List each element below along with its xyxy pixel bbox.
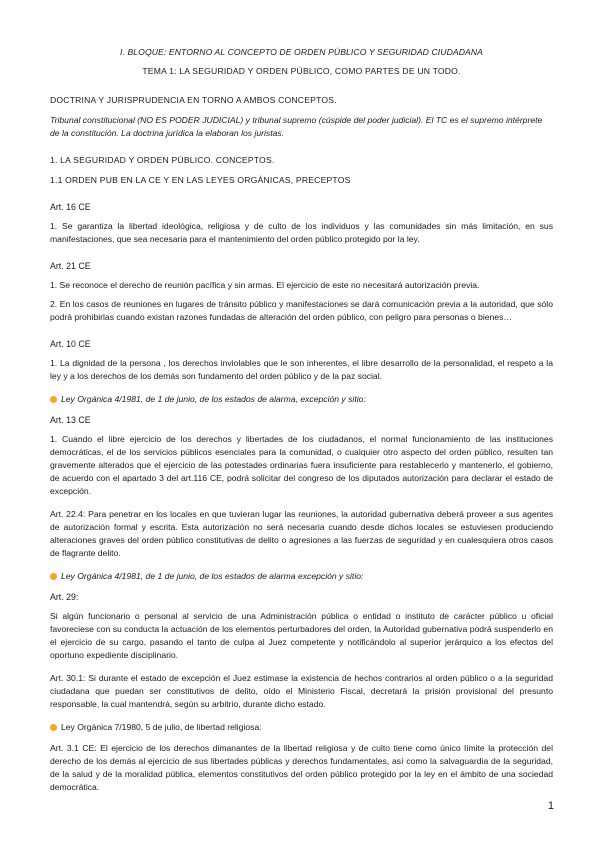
- art3-1-paragraph: Art. 3.1 CE: El ejercicio de los derechos dimanantes de la libertad religiosa y de culto tiene como único límite la protección del derecho de los demás al ejercicio de sus libertades públicas y derechos fundamentales, así como la salvaguardia de la seguridad, de la salud y de la moralidad pública, elementos constitutivos del orden público protegido por la ley en el ámbito de una sociedad democrática.: [50, 743, 553, 792]
- law-reference-3-text: Ley Orgánica 7/1980, 5 de julio, de libertad religiosa:: [61, 722, 262, 732]
- section-1-1-heading: 1.1 ORDEN PUB EN LA CE Y EN LAS LEYES ORGÁNICAS, PRECEPTOS: [50, 175, 351, 185]
- page-content: [50, 46, 553, 800]
- art21-paragraph-1: 1. Se reconoce el derecho de reunión pacífica y sin armas. El ejercicio de este no necesitará autorización previa.: [50, 280, 480, 290]
- tema-heading: TEMA 1: LA SEGURIDAD Y ORDEN PÚBLICO, COMO PARTES DE UN TODO.: [142, 66, 461, 76]
- page-number: 1: [547, 800, 554, 812]
- art29-title: Art. 29:: [50, 592, 79, 602]
- art29-paragraph: Si algún funcionario o personal al servicio de una Administración pública o entidad o instituto de carácter público u oficial favoreciese con su conducta la actuación de los elementos perturbadores del orden, la Autoridad gubernativa podrá suspenderlo en el ejercicio de su cargo, pasando el tanto de culpa al Juez competente y notificándolo al superior jerárquico a los efectos del oportuno expediente disciplinario.: [50, 611, 553, 660]
- art21-paragraph-2: 2. En los casos de reuniones en lugares de tránsito público y manifestaciones se dará comunicación previa a la autoridad, que sólo podrá prohibirlas cuando existan razones fundadas de alteración del orden público, con peligro para personas o bienes…: [50, 299, 553, 322]
- art21-title: Art. 21 CE: [50, 261, 91, 271]
- art22-4-paragraph: Art. 22.4: Para penetrar en los locales en que tuvieran lugar las reuniones, la autoridad gubernativa deberá proveer a sus agentes de autorización formal y escrita. Esta autorización no será necesaria cuando desde dichos locales se estuviesen produciendo alteraciones graves del orden público constitutivas de delito o agresiones a las fuerzas de seguridad y en cualesquiera otros casos de flagrante delito.: [50, 509, 553, 558]
- art10-title: Art. 10 CE: [50, 339, 91, 349]
- orange-bullet-icon: [50, 396, 57, 403]
- art30-1-paragraph: Art. 30.1: Si durante el estado de excepción el Juez estimase la existencia de hechos contrarios al orden público o a la seguridad ciudadana que puedan ser constitutivos de delito, oído el Ministerio Fiscal, decretará la prisión provisional del presunto responsable, la cual mantendrá, según su arbitrio, durante dicho estado.: [50, 673, 553, 709]
- orange-bullet-icon: [50, 724, 57, 731]
- doctrina-intro: Tribunal constitucional (NO ES PODER JUDICIAL) y tribunal supremo (cúspide del poder judicial). El TC es el supremo intérprete de la constitución. La doctrina jurídica la elaboran los juristas.: [50, 115, 543, 138]
- doctrina-heading: DOCTRINA Y JURISPRUDENCIA EN TORNO A AMBOS CONCEPTOS.: [50, 95, 337, 105]
- art16-title: Art. 16 CE: [50, 202, 91, 212]
- orange-bullet-icon: [50, 573, 57, 580]
- law-reference-3: [50, 721, 553, 734]
- law-reference-2-text: Ley Orgánica 4/1981, de 1 de junio, de los estados de alarma excepción y sitio:: [61, 571, 364, 581]
- law-reference-2: [50, 570, 553, 583]
- law-reference-1: [50, 393, 553, 406]
- art13-paragraph: 1. Cuando el libre ejercicio de los derechos y libertades de los ciudadanos, el normal funcionamiento de las instituciones democráticas, el de los servicios públicos esenciales para la comunidad, o cualquier otro aspecto del orden público, resulten tan gravemente alterados que el ejercicio de las potestades ordinarias fuera insuficiente para restablecerlo y mantenerlo, el gobierno, de acuerdo con el apartado 3 del art.116 CE, podrá solicitar del congreso de los diputados autorización para declarar el estado de excepción.: [50, 434, 553, 496]
- art13-title: Art. 13 CE: [50, 415, 91, 425]
- art10-paragraph: 1. La dignidad de la persona , los derechos inviolables que le son inherentes, el libre desarrollo de la personalidad, el respeto a la ley y a los derechos de los demás son fundamento del orden público y de la paz social.: [50, 358, 553, 381]
- section-1-heading: 1. LA SEGURIDAD Y ORDEN PÚBLICO. CONCEPTOS.: [50, 155, 275, 165]
- art16-paragraph: 1. Se garantiza la libertad ideológica, religiosa y de culto de los individuos y las comunidades sin más limitación, en sus manifestaciones, que sea necesaria para el mantenimiento del orden público protegido por la ley.: [50, 221, 553, 244]
- law-reference-1-text: Ley Orgánica 4/1981, de 1 de junio, de los estados de alarma, excepción y sitio:: [61, 394, 366, 404]
- bloque-heading: I. BLOQUE: ENTORNO AL CONCEPTO DE ORDEN PÚBLICO Y SEGURIDAD CIUDADANA: [120, 47, 483, 57]
